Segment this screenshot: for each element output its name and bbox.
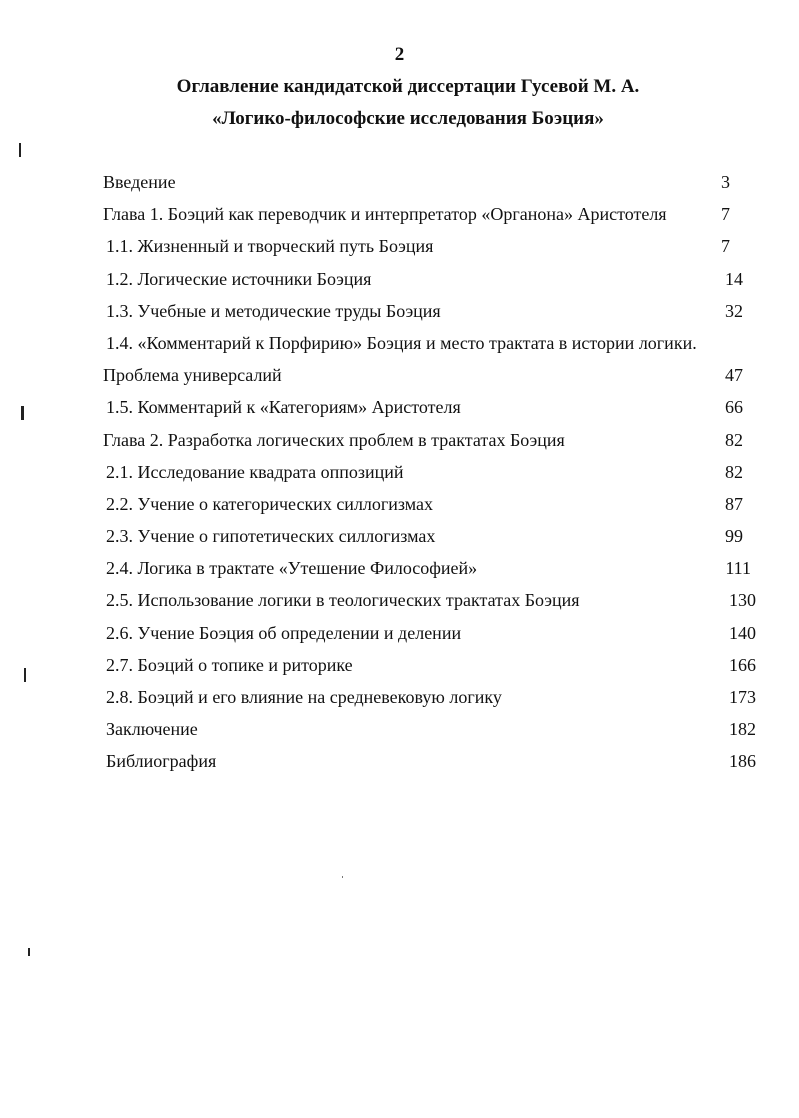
scan-mark — [342, 876, 343, 878]
toc-entry-label: Глава 2. Разработка логических проблем в трактатах Боэция — [103, 429, 565, 450]
toc-entry — [103, 297, 758, 329]
toc-entry-label: 1.2. Логические источники Боэция — [106, 268, 372, 289]
toc-entry-label: 1.1. Жизненный и творческий путь Боэция — [106, 236, 434, 257]
toc-entry-page: 173 — [729, 687, 756, 707]
toc-entry-page: 7 — [721, 204, 730, 225]
toc-entry — [103, 265, 758, 297]
document-subtitle: «Логико-философские исследования Боэция» — [212, 108, 604, 129]
toc-entry-label: 2.6. Учение Боэция об определении и делении — [106, 622, 462, 643]
toc-entry-page: 111 — [725, 558, 751, 579]
toc-entry — [103, 361, 758, 393]
toc-entry — [103, 747, 758, 779]
toc-entry-page: 182 — [729, 719, 756, 740]
toc-entry-label: Библиография — [106, 751, 217, 772]
toc-entry-page: 7 — [721, 236, 730, 257]
toc-entry-page: 32 — [725, 300, 743, 321]
toc-entry-label: 2.3. Учение о гипотетических силлогизмах — [106, 526, 436, 547]
toc-entry — [103, 490, 758, 522]
scan-mark — [28, 948, 30, 956]
toc-entry-page: 140 — [729, 622, 756, 643]
toc-entry-label: Заключение — [106, 719, 198, 740]
toc-entry — [103, 393, 758, 425]
toc-entry-page: 82 — [725, 429, 743, 450]
toc-entry — [103, 619, 758, 651]
toc-entry — [103, 715, 758, 747]
toc-entry — [103, 329, 758, 361]
toc-entry — [103, 458, 758, 490]
page-number: 2 — [394, 44, 405, 65]
toc-entry-label: 2.4. Логика в трактате «Утешение Философией» — [106, 558, 478, 579]
toc-entry-page: 166 — [729, 654, 756, 675]
document-title: Оглавление кандидатской диссертации Гусевой М. А. — [176, 76, 640, 97]
toc-entry-label: 2.8. Боэций и его влияние на средневековую логику — [106, 687, 502, 707]
toc-entry — [103, 554, 758, 586]
toc-entry-page: 186 — [729, 751, 756, 772]
toc-entry — [103, 651, 758, 683]
toc-entry-page: 47 — [725, 365, 743, 386]
toc-entry-label: 1.4. «Комментарий к Порфирию» Боэция и место трактата в истории логики. — [106, 332, 697, 353]
scan-mark — [19, 143, 21, 157]
toc-entry-label: Глава 1. Боэций как переводчик и интерпретатор «Органона» Аристотеля — [103, 204, 667, 225]
toc-entry-label: 2.2. Учение о категорических силлогизмах — [106, 493, 434, 514]
scan-mark — [21, 406, 24, 420]
scan-mark — [24, 668, 26, 682]
toc-entry — [103, 522, 758, 554]
toc-entry-label: Проблема универсалий — [103, 365, 282, 386]
toc-entry-label: 2.7. Боэций о топике и риторике — [106, 654, 353, 675]
toc-entry — [103, 683, 758, 715]
toc-entry-label: 1.3. Учебные и методические труды Боэция — [106, 300, 441, 321]
toc-entry-page: 66 — [725, 397, 743, 418]
toc-entry-page: 99 — [725, 526, 743, 547]
toc-entry — [103, 232, 758, 264]
toc-entry — [103, 168, 758, 200]
toc-entry — [103, 426, 758, 458]
table-of-contents — [103, 168, 758, 780]
toc-entry — [103, 586, 758, 618]
toc-entry-label: 2.1. Исследование квадрата оппозиций — [106, 461, 404, 482]
toc-entry-label: Введение — [103, 172, 176, 192]
toc-entry-label: 2.5. Использование логики в теологических трактатах Боэция — [106, 590, 580, 611]
toc-entry-page: 14 — [725, 268, 743, 289]
toc-entry — [103, 200, 758, 232]
toc-entry-page: 130 — [729, 590, 756, 611]
toc-entry-page: 82 — [725, 461, 743, 482]
toc-entry-page: 3 — [721, 172, 730, 192]
toc-entry-label: 1.5. Комментарий к «Категориям» Аристотеля — [106, 397, 461, 418]
toc-entry-page: 87 — [725, 493, 743, 514]
